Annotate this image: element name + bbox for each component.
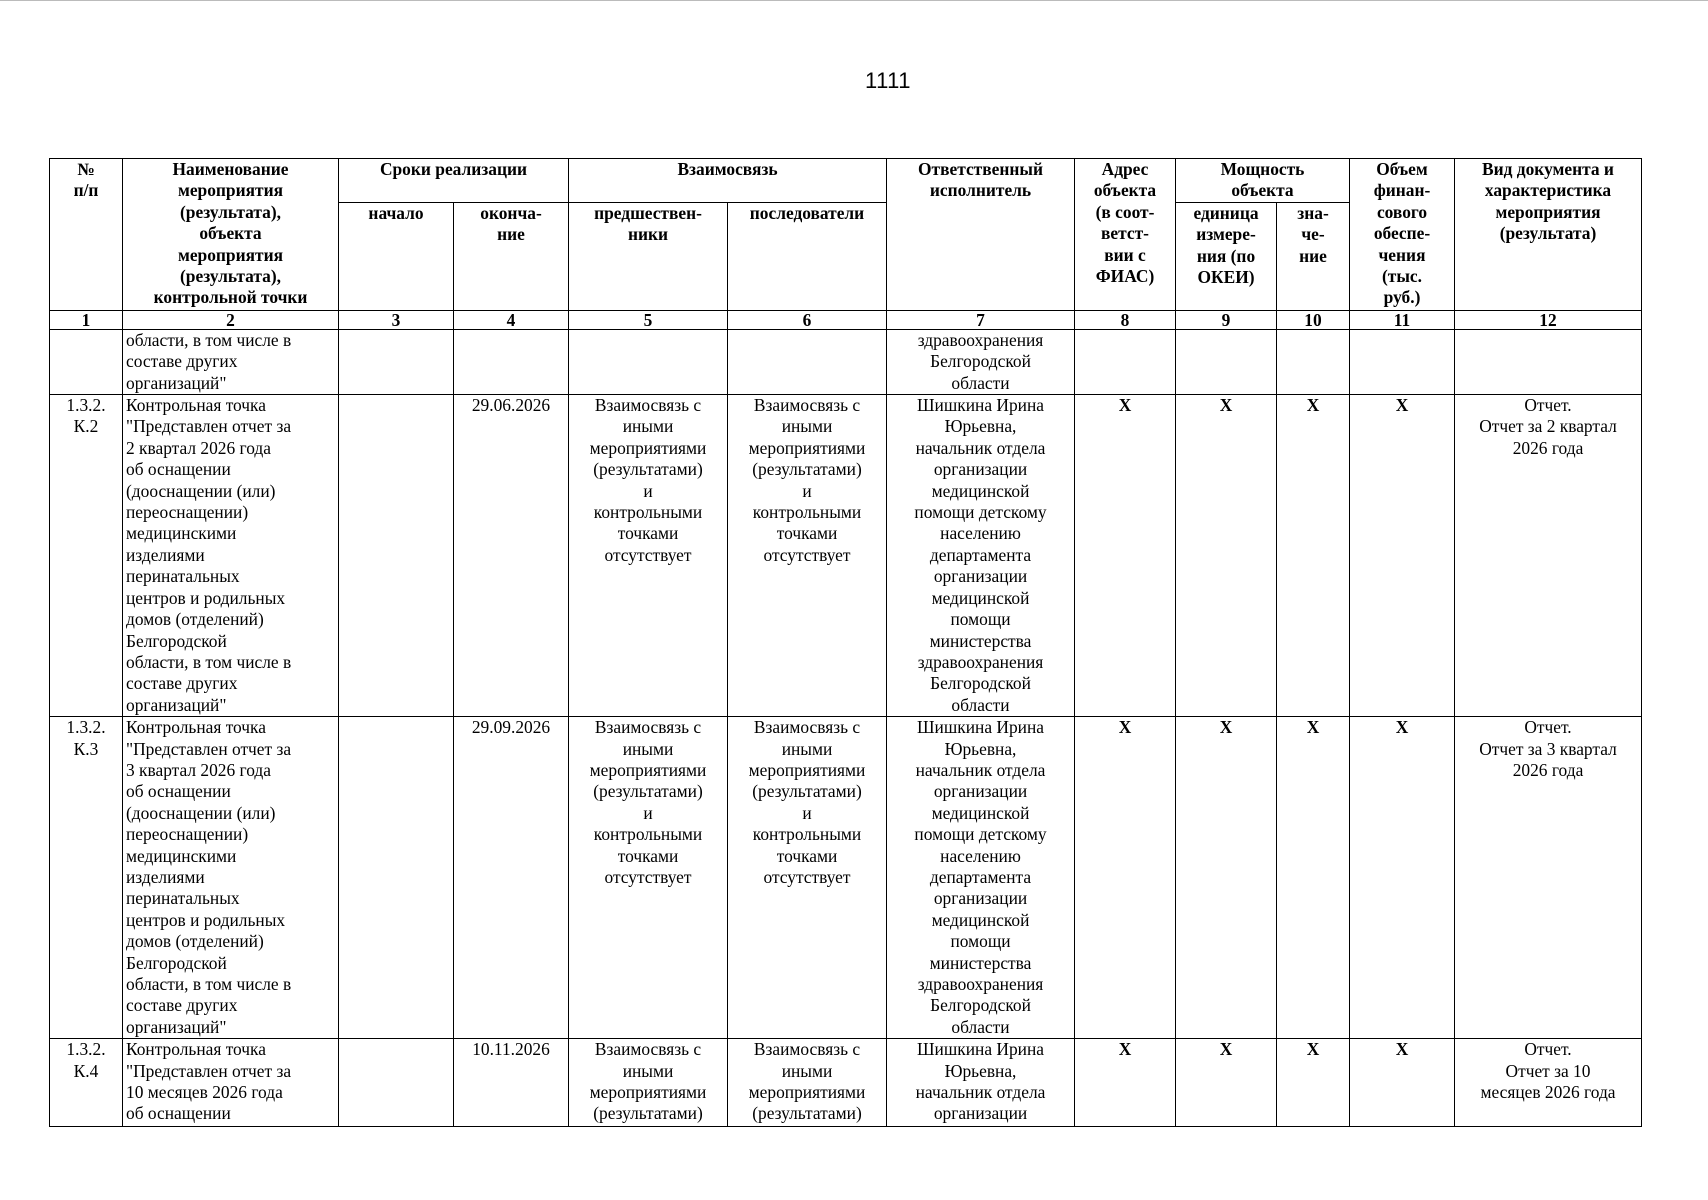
header-sroki: Сроки реализации xyxy=(339,159,569,203)
column-number: 3 xyxy=(339,310,454,329)
cell-predecessors: Взаимосвязь с иными мероприятиями (результатами) xyxy=(569,1039,728,1127)
header-address xyxy=(1075,159,1176,311)
header-num: № п/п xyxy=(50,159,123,311)
cell-successors: Взаимосвязь с иными мероприятиями (результатами) и контрольными точками отсутствует xyxy=(728,717,887,1039)
cell-unit: X xyxy=(1176,395,1277,717)
page-number: 1111 xyxy=(864,68,912,93)
plan-table xyxy=(49,158,1642,1127)
column-number: 9 xyxy=(1176,310,1277,329)
cell-responsible: Шишкина Ирина Юрьевна, начальник отдела организации xyxy=(887,1039,1075,1127)
cell-value: X xyxy=(1277,395,1350,717)
column-number: 1 xyxy=(50,310,123,329)
cell-address: X xyxy=(1075,395,1176,717)
cell-end xyxy=(454,329,569,394)
cell-name: Контрольная точка "Представлен отчет за 10 месяцев 2026 года об оснащении xyxy=(123,1039,339,1127)
cell-start xyxy=(339,1039,454,1127)
cell-start xyxy=(339,717,454,1039)
header-end: оконча- ние xyxy=(454,202,569,310)
header-start: начало xyxy=(339,202,454,310)
cell-successors: Взаимосвязь с иными мероприятиями (результатами) и контрольными точками отсутствует xyxy=(728,395,887,717)
cell-num: 1.3.2. К.4 xyxy=(50,1039,123,1127)
header-address-title: Адрес объекта xyxy=(1093,159,1157,201)
table-row xyxy=(50,717,1642,1039)
cell-successors: Взаимосвязь с иными мероприятиями (результатами) xyxy=(728,1039,887,1127)
cell-num xyxy=(50,329,123,394)
column-number: 5 xyxy=(569,310,728,329)
cell-doc: Отчет. Отчет за 10 месяцев 2026 года xyxy=(1455,1039,1642,1127)
cell-address xyxy=(1075,329,1176,394)
header-responsible: Ответственный исполнитель xyxy=(887,159,1075,311)
cell-doc xyxy=(1455,329,1642,394)
column-number-row xyxy=(50,310,1642,329)
column-number: 6 xyxy=(728,310,887,329)
cell-name: Контрольная точка "Представлен отчет за 3 квартал 2026 года об оснащении (дооснащении (или) переоснащении) медицинскими изделиями перинатальных центров и родильных домов (отделений) Белгородской области, в том числе в составе других организаций" xyxy=(123,717,339,1039)
cell-responsible: здравоохранения Белгородской области xyxy=(887,329,1075,394)
cell-name: области, в том числе в составе других организаций" xyxy=(123,329,339,394)
cell-name: Контрольная точка "Представлен отчет за 2 квартал 2026 года об оснащении (дооснащении (или) переоснащении) медицинскими изделиями перинатальных центров и родильных домов (отделений) Белгородской области, в том числе в составе других организаций" xyxy=(123,395,339,717)
cell-unit: X xyxy=(1176,717,1277,1039)
cell-responsible: Шишкина Ирина Юрьевна, начальник отдела организации медицинской помощи детскому населению департамента организации медицинской помощи министерства здравоохранения Белгородской области xyxy=(887,717,1075,1039)
header-address-sub: (в соот- ветст- вии с ФИАС) xyxy=(1095,201,1155,287)
cell-responsible: Шишкина Ирина Юрьевна, начальник отдела организации медицинской помощи детскому населению департамента организации медицинской помощи министерства здравоохранения Белгородской области xyxy=(887,395,1075,717)
cell-unit: X xyxy=(1176,1039,1277,1127)
column-number: 8 xyxy=(1075,310,1176,329)
cell-finance: X xyxy=(1350,1039,1455,1127)
header-successors: последователи xyxy=(728,202,887,310)
header-finance: Объем финан- сового обеспе- чения (тыс. руб.) xyxy=(1350,159,1455,311)
cell-end: 10.11.2026 xyxy=(454,1039,569,1127)
header-capacity: Мощность объекта xyxy=(1176,159,1350,203)
cell-num: 1.3.2. К.3 xyxy=(50,717,123,1039)
cell-end: 29.09.2026 xyxy=(454,717,569,1039)
scan-edge-line xyxy=(0,0,1708,1)
cell-value: X xyxy=(1277,717,1350,1039)
cell-doc: Отчет. Отчет за 3 квартал 2026 года xyxy=(1455,717,1642,1039)
header-value: зна- че- ние xyxy=(1277,202,1350,310)
cell-finance xyxy=(1350,329,1455,394)
column-number: 10 xyxy=(1277,310,1350,329)
cell-start xyxy=(339,329,454,394)
column-number: 12 xyxy=(1455,310,1642,329)
table-row xyxy=(50,1039,1642,1127)
column-number: 2 xyxy=(123,310,339,329)
cell-predecessors: Взаимосвязь с иными мероприятиями (результатами) и контрольными точками отсутствует xyxy=(569,717,728,1039)
cell-start xyxy=(339,395,454,717)
cell-doc: Отчет. Отчет за 2 квартал 2026 года xyxy=(1455,395,1642,717)
cell-value xyxy=(1277,329,1350,394)
header-predecessors: предшествен- ники xyxy=(569,202,728,310)
column-number: 11 xyxy=(1350,310,1455,329)
column-number: 7 xyxy=(887,310,1075,329)
cell-end: 29.06.2026 xyxy=(454,395,569,717)
cell-predecessors: Взаимосвязь с иными мероприятиями (результатами) и контрольными точками отсутствует xyxy=(569,395,728,717)
header-unit: единица измере- ния (по ОКЕИ) xyxy=(1176,202,1277,310)
cell-unit xyxy=(1176,329,1277,394)
cell-finance: X xyxy=(1350,717,1455,1039)
cell-address: X xyxy=(1075,717,1176,1039)
header-doc: Вид документа и характеристика мероприятия (результата) xyxy=(1455,159,1642,311)
cell-successors xyxy=(728,329,887,394)
column-number: 4 xyxy=(454,310,569,329)
cell-address: X xyxy=(1075,1039,1176,1127)
cell-num: 1.3.2. К.2 xyxy=(50,395,123,717)
table-row xyxy=(50,395,1642,717)
cell-value: X xyxy=(1277,1039,1350,1127)
header-vzaimosvyaz: Взаимосвязь xyxy=(569,159,887,203)
cell-predecessors xyxy=(569,329,728,394)
table-row xyxy=(50,329,1642,394)
header-name: Наименование мероприятия (результата), объекта мероприятия (результата), контрольной точки xyxy=(123,159,339,311)
cell-finance: X xyxy=(1350,395,1455,717)
